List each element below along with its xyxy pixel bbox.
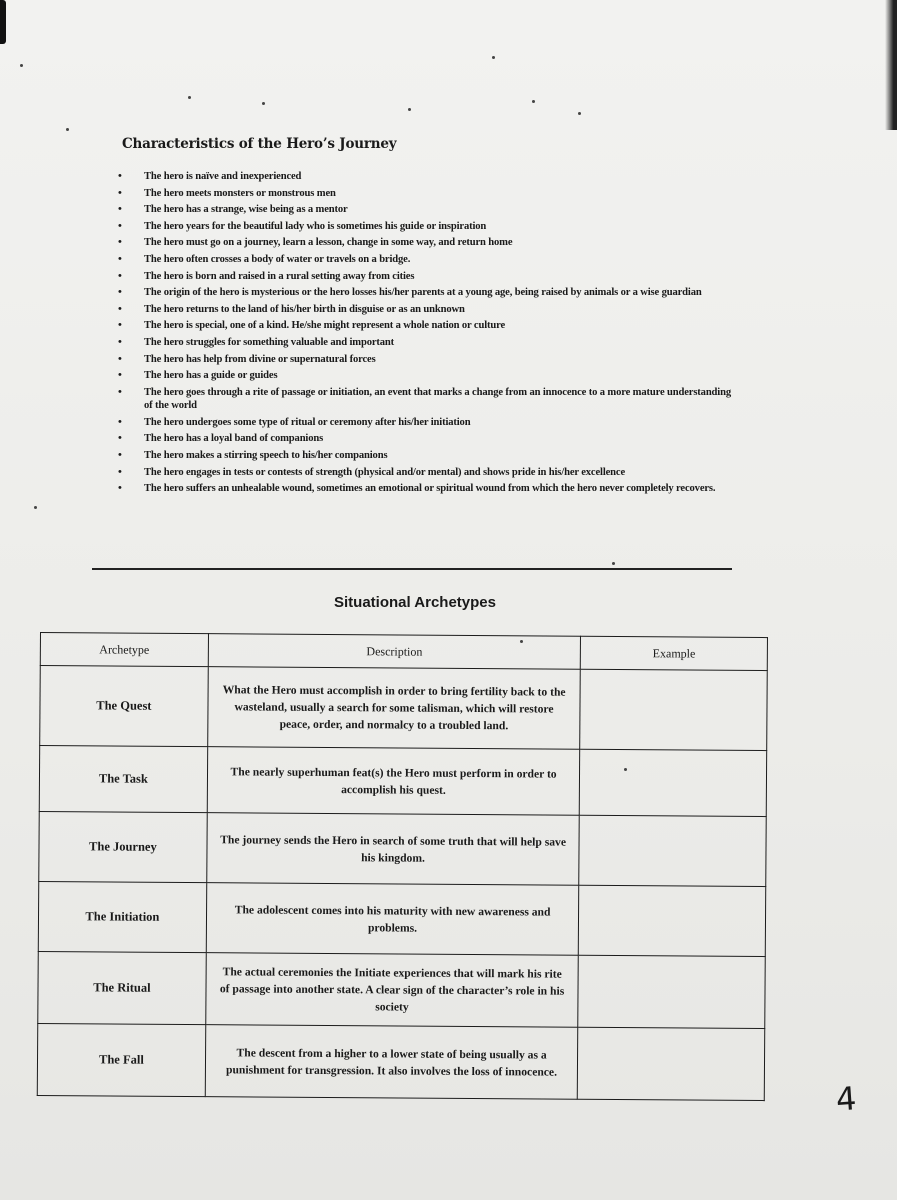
scan-speck bbox=[20, 64, 23, 67]
column-header-description: Description bbox=[208, 634, 581, 670]
characteristics-list bbox=[118, 170, 738, 499]
table-row bbox=[39, 746, 766, 817]
archetype-description: The adolescent comes into his maturity with new awareness and problems. bbox=[206, 883, 579, 956]
scan-speck bbox=[34, 506, 37, 509]
scan-speck bbox=[492, 56, 495, 59]
list-item: • The hero years for the beautiful lady who is sometimes his guide or inspiration bbox=[118, 220, 738, 234]
archetype-name: The Initiation bbox=[38, 881, 206, 952]
table-row bbox=[38, 951, 765, 1028]
column-header-archetype: Archetype bbox=[40, 633, 208, 667]
list-item: • The hero is born and raised in a rural setting away from cities bbox=[118, 270, 738, 284]
archetype-description: The journey sends the Hero in search of some truth that will help save his kingdom. bbox=[207, 813, 580, 886]
scan-speck bbox=[612, 562, 615, 565]
scan-speck bbox=[408, 108, 411, 111]
table-title: Situational Archetypes bbox=[334, 594, 496, 611]
archetype-description: The actual ceremonies the Initiate experiences that will mark his rite of passage into another state. A clear sign of the character’s role in his society bbox=[206, 953, 579, 1028]
scan-speck bbox=[532, 100, 535, 103]
list-item: • The hero suffers an unhealable wound, sometimes an emotional or spiritual wound from which the hero never completely recovers. bbox=[118, 482, 738, 496]
table-row bbox=[37, 1023, 764, 1100]
list-item: • The origin of the hero is mysterious or the hero losses his/her parents at a young age, being raised by animals or a wise guardian bbox=[118, 286, 738, 300]
table-row bbox=[39, 811, 766, 886]
list-item: • The hero is special, one of a kind. He/she might represent a whole nation or culture bbox=[118, 319, 738, 333]
list-item: • The hero is naïve and inexperienced bbox=[118, 170, 738, 184]
divider bbox=[92, 568, 732, 570]
archetype-name: The Journey bbox=[39, 811, 207, 882]
list-item: • The hero undergoes some type of ritual or ceremony after his/her initiation bbox=[118, 416, 738, 430]
list-item: • The hero engages in tests or contests of strength (physical and/or mental) and shows pride in his/her excellence bbox=[118, 466, 738, 480]
scan-speck bbox=[578, 112, 581, 115]
list-item: • The hero has help from divine or supernatural forces bbox=[118, 353, 738, 367]
archetype-name: The Quest bbox=[40, 666, 208, 747]
archetype-example bbox=[580, 749, 767, 816]
scan-speck bbox=[66, 128, 69, 131]
table-header-row bbox=[40, 633, 767, 671]
archetype-example bbox=[578, 955, 765, 1028]
archetype-description: What the Hero must accomplish in order to bring fertility back to the wasteland, usually a search for some talisman, which will restore peace, order, and normalcy to a troubled land. bbox=[208, 667, 581, 750]
archetype-example bbox=[578, 1027, 765, 1100]
section-heading: Characteristics of the Hero’s Journey bbox=[122, 136, 397, 152]
list-item: • The hero returns to the land of his/her birth in disguise or as an unknown bbox=[118, 303, 738, 317]
list-item: • The hero goes through a rite of passage or initiation, an event that marks a change from an innocence to a more mature understanding of the world bbox=[118, 386, 738, 413]
list-item: • The hero must go on a journey, learn a lesson, change in some way, and return home bbox=[118, 236, 738, 250]
archetype-description: The descent from a higher to a lower state of being usually as a punishment for transgression. It also involves the loss of innocence. bbox=[205, 1025, 578, 1100]
column-header-example: Example bbox=[581, 636, 768, 670]
scan-speck bbox=[262, 102, 265, 105]
list-item: • The hero has a guide or guides bbox=[118, 369, 738, 383]
archetype-name: The Task bbox=[39, 746, 207, 813]
archetype-example bbox=[580, 669, 767, 750]
scan-edge-mark bbox=[0, 0, 6, 44]
archetypes-table bbox=[37, 632, 768, 1101]
list-item: • The hero meets monsters or monstrous men bbox=[118, 187, 738, 201]
archetype-name: The Ritual bbox=[38, 951, 206, 1024]
table-row bbox=[40, 666, 768, 751]
archetype-example bbox=[579, 885, 766, 956]
list-item: • The hero struggles for something valuable and important bbox=[118, 336, 738, 350]
scan-shadow bbox=[885, 0, 897, 130]
archetype-name: The Fall bbox=[37, 1023, 205, 1096]
list-item: • The hero has a strange, wise being as a mentor bbox=[118, 203, 738, 217]
handwritten-page-number: 4 bbox=[834, 1079, 858, 1119]
list-item: • The hero often crosses a body of water or travels on a bridge. bbox=[118, 253, 738, 267]
list-item: • The hero makes a stirring speech to his/her companions bbox=[118, 449, 738, 463]
archetype-example bbox=[579, 815, 766, 886]
archetype-description: The nearly superhuman feat(s) the Hero must perform in order to accomplish his quest. bbox=[207, 747, 580, 816]
list-item: • The hero has a loyal band of companions bbox=[118, 432, 738, 446]
scan-speck bbox=[188, 96, 191, 99]
table-row bbox=[38, 881, 765, 956]
